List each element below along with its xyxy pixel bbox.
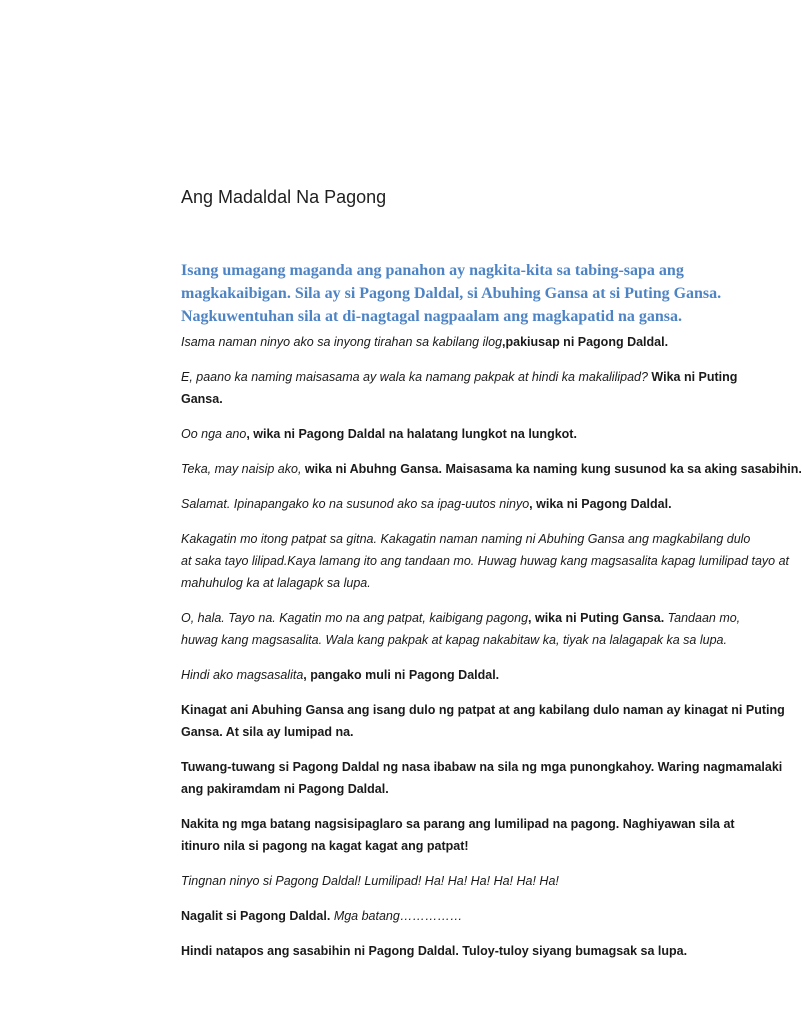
dialogue-text: Hindi ako magsasalita	[181, 668, 304, 682]
paragraph-line	[181, 813, 735, 835]
paragraph-line	[181, 756, 783, 778]
document-body	[181, 259, 802, 975]
narration-text: , wika ni Puting Gansa.	[528, 611, 665, 625]
story-paragraph	[181, 493, 678, 515]
paragraph-line	[181, 528, 751, 550]
paragraph-line	[181, 607, 741, 629]
narration-text: Gansa.	[181, 392, 223, 406]
story-paragraph	[181, 905, 678, 927]
narration-text: wika ni Abuhng Gansa. Maisasama ka naming kung susunod ka sa aking sasabihin.	[301, 462, 802, 476]
story-paragraph	[181, 607, 741, 651]
story-paragraph	[181, 528, 790, 594]
narration-text: Nagalit si Pagong Daldal.	[181, 909, 334, 923]
narration-text: itinuro nila si pagong na kagat kagat ang patpat!	[181, 839, 469, 853]
story-paragraph	[181, 870, 678, 892]
intro-line: Isang umagang maganda ang panahon ay nagkita-kita sa tabing-sapa ang	[181, 262, 684, 279]
story-paragraph	[181, 756, 783, 800]
intro-paragraph	[181, 259, 722, 328]
story-paragraphs	[181, 331, 802, 962]
dialogue-text: Mga batang……………	[333, 909, 463, 923]
paragraph-line	[181, 388, 678, 410]
narration-text: Wika ni Puting	[647, 370, 738, 384]
narration-text: , pangako muli ni Pagong Daldal.	[303, 668, 500, 682]
dialogue-text: Isama naman ninyo ako sa inyong tirahan sa kabilang ilog	[181, 335, 503, 349]
paragraph-line	[181, 699, 785, 721]
dialogue-text: Teka, may naisip ako,	[181, 462, 302, 476]
narration-text: Hindi natapos ang sasabihin ni Pagong Daldal. Tuloy-tuloy siyang bumagsak sa lupa.	[181, 944, 688, 958]
paragraph-line	[181, 870, 678, 892]
paragraph-line	[181, 331, 678, 353]
paragraph-line	[181, 493, 678, 515]
narration-text: Gansa. At sila ay lumipad na.	[181, 725, 354, 739]
story-paragraph	[181, 458, 802, 480]
story-paragraph	[181, 813, 735, 857]
narration-text: ang pakiramdam ni Pagong Daldal.	[181, 782, 389, 796]
story-paragraph	[181, 366, 738, 410]
narration-text: Nakita ng mga batang nagsisipaglaro sa parang ang lumilipad na pagong. Naghiyawan sila at	[181, 817, 735, 831]
dialogue-text: E, paano ka naming maisasama ay wala ka namang pakpak at hindi ka makalilipad?	[181, 370, 648, 384]
story-paragraph	[181, 664, 678, 686]
paragraph-line	[181, 721, 678, 743]
paragraph-line	[181, 366, 738, 388]
paragraph-line	[181, 778, 678, 800]
story-paragraph	[181, 940, 688, 962]
paragraph-line	[181, 664, 678, 686]
dialogue-text: mahuhulog ka at lalagapk sa lupa.	[181, 576, 371, 590]
dialogue-text: O, hala. Tayo na. Kagatin mo na ang patpat, kaibigang pagong	[181, 611, 529, 625]
paragraph-line	[181, 629, 727, 651]
dialogue-text: Kakagatin mo itong patpat sa gitna. Kakagatin naman naming ni Abuhing Gansa ang magkabilang dulo	[181, 532, 751, 546]
document-title: Ang Madaldal Na Pagong	[181, 187, 387, 207]
intro-line: Nagkuwentuhan sila at di-nagtagal nagpaalam ang magkapatid na gansa.	[181, 308, 683, 325]
narration-text: , wika ni Pagong Daldal.	[529, 497, 672, 511]
dialogue-text: at saka tayo lilipad.Kaya lamang ito ang tandaan mo. Huwag huwag kang magsasalita kapag lumilipad tayo at	[181, 554, 790, 568]
paragraph-line	[181, 423, 678, 445]
intro-line: magkakaibigan. Sila ay si Pagong Daldal, si Abuhing Gansa at si Puting Gansa.	[181, 285, 722, 302]
narration-text: , wika ni Pagong Daldal na halatang lungkot na lungkot.	[246, 427, 577, 441]
paragraph-line	[181, 905, 678, 927]
narration-text: Kinagat ani Abuhing Gansa ang isang dulo ng patpat at ang kabilang dulo naman ay kinagat ni Puting	[181, 703, 785, 717]
paragraph-line	[181, 940, 688, 962]
paragraph-line	[181, 572, 678, 594]
paragraph-line	[181, 835, 678, 857]
paragraph-line	[181, 550, 790, 572]
dialogue-text: Oo nga ano	[181, 427, 247, 441]
paragraph-line	[181, 458, 802, 480]
dialogue-text: huwag kang magsasalita. Wala kang pakpak at kapag nakabitaw ka, tiyak na lalagapak ka sa lupa.	[181, 633, 727, 647]
dialogue-text: Tandaan mo,	[664, 611, 741, 625]
narration-text: ,pakiusap ni Pagong Daldal.	[502, 335, 669, 349]
dialogue-text: Salamat. Ipinapangako ko na susunod ako sa ipag-uutos ninyo	[181, 497, 530, 511]
narration-text: Tuwang-tuwang si Pagong Daldal ng nasa ibabaw na sila ng mga punongkahoy. Waring nagmamalaki	[181, 760, 783, 774]
story-paragraph	[181, 423, 678, 445]
story-paragraph	[181, 331, 678, 353]
dialogue-text: Tingnan ninyo si Pagong Daldal! Lumilipad! Ha! Ha! Ha! Ha! Ha! Ha!	[181, 874, 559, 888]
story-paragraph	[181, 699, 785, 743]
